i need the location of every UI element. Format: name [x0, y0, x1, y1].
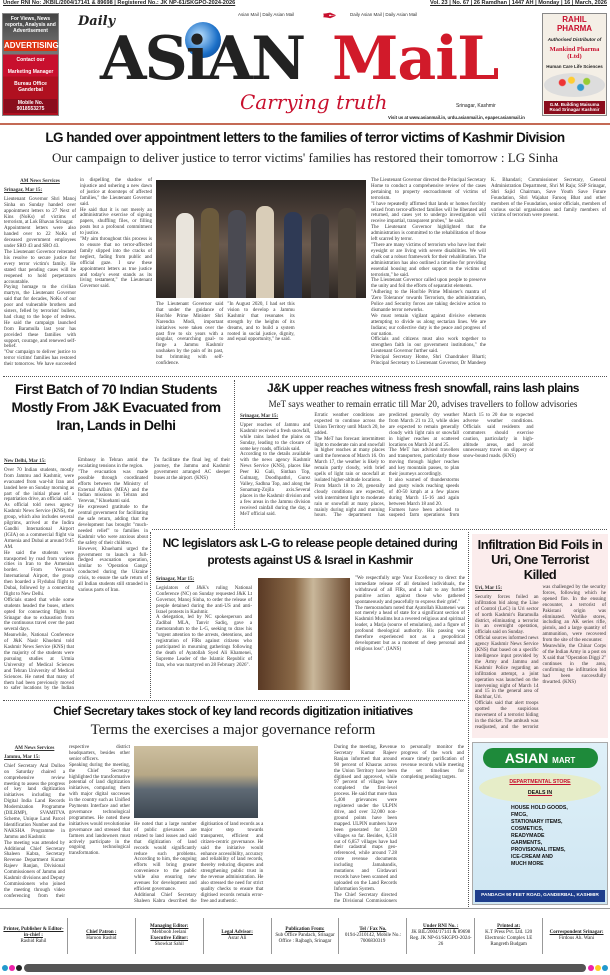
paragraph: The Chief Secretary directed the Divisional Commissioners to personally monitor the progress of the work and ensure timely purification of revenue records while meeting the set timelines for completing pending targets.: [334, 745, 464, 904]
cs-under-photo-text: [134, 822, 330, 906]
decor-dot: [588, 965, 594, 971]
logo-mail: MaiL: [332, 24, 499, 94]
divider: [3, 376, 607, 377]
lead-columns-left: [4, 178, 152, 372]
paragraph: Officials said that alert troops spotted the suspicious movement of a terrorist hiding in the thicket. The ambush was readjusted, and the terrorist was challenged by the security forces, following which he opened fire. In the ensuing encounter, a terrorist of Pakistani origin was eliminated. Warlike stores, including an AK series rifle, pistols, and a large quantity of ammunition, were recovered from the site of the encounter.: [475, 585, 606, 730]
location: Srinagar, Kashmir: [456, 103, 496, 109]
ad-title: RAHIL PHARMA: [556, 15, 593, 33]
issue-info: Vol. 23 | No. 67 | 26 Ramdhan | 1447 AH | Monday | 16 | March, 2026: [430, 0, 607, 6]
paragraph: He expressed gratitude to the central government for facilitating the safe return, adding that the development has brought "much-needed relief" to families in Kashmir who were anxious about the safety of their children.: [78, 505, 148, 546]
agency: AM News Services: [14, 746, 55, 751]
decor-dot: [9, 965, 15, 971]
footer-divider: [0, 908, 610, 909]
asian-mart-ad: [472, 742, 608, 905]
paragraph: The MeT has advised travellers and transporters, particularly those moving through higher reaches and key mountain passes, to plan their journeys accordingly.: [388, 448, 460, 478]
footer-publication: Publication From: Sub Office Pandach, Srinagar Office : Rajbagh, Srinagar: [272, 918, 340, 954]
deal-item: READYMADE: [511, 833, 545, 839]
paragraph: The Lieutenant Governor said that under the guidance of Hon'ble Prime Minister Shri Narendra Modi, important initiatives were taken over the past five to six years with a singular, overarching goal- to forge a Jammu Kashmir unshaken by the pain of its past, but brimming with self-confidence.: [156, 302, 224, 367]
snow-body: [240, 413, 608, 525]
paragraph: Legislators of J&K's ruling National Conference (NC) on Sunday requested J&K Lt Governor, Manoj Sinha, to order the release of people detained during the anti-US and anti-Israel protests in Kashmir.: [156, 585, 252, 615]
paragraph: Upper reaches of Jammu and Kashmir received a fresh snowfall, while rains lashed the plains on Sunday, leading to the closure of some key roads, officials said.: [240, 422, 311, 452]
footer-legal-advisor: Legal Advisor: Asrar Ali: [204, 918, 272, 954]
paragraph: "In August 2020, I had set this vision to develop a Jammu Kashmir that resonates its strength by the heights of its dreams, and to build a system rooted in social justice, dignity, and equal opportunity," he said.: [227, 302, 295, 343]
paragraph: Chief Secretary Atal Dulloo on Saturday chaired a comprehensive review meeting to assess the progress of key land digitization initiatives including the Digital India Land Records Modernization Programme (DILRMP), SVAMITVA Scheme, Unique Land Parcel Identification Number and the NAKSHA Programme in Jammu and Kashmir.: [4, 763, 65, 840]
footer-editors: Managing Editor: Mehboob Jeelani Executive Editor: Showkat Sahil: [136, 918, 204, 954]
dateline: Uri, Mar 15:: [475, 586, 502, 591]
paragraph: "We respectfully urge Your Excellency to direct the immediate release of all detained individuals, the withdrawal of all FIRs, and a halt to any further punitive action against those who gathered spontaneously and peacefully to express their grief.": [355, 576, 465, 605]
paragraph: Appointment letters were also handed over to 22 NoKs of deceased government employees under SRO 43 and SRO 43.: [4, 226, 76, 250]
paragraph: As official told news agency Kashmir News Service (KNS), the group, which also includes several pilgrims, arrived at the Indira Gandhi International Airport (IGIA) on a commercial flight via Armenia and Dubai at around 9:45 AM.: [4, 503, 74, 550]
decor-dot: [595, 965, 601, 971]
dateline: Srinagar, Mar 15:: [4, 187, 43, 193]
paragraph: During the meeting, Revenue Secretary Kumar Rajeev Ranjan informed that around 98 percent of Khasras across the Union Territory have been digitised and approved, while 97 percent of villages have completed the first-level process. He said that more than 5,400 grievances were registered under the ULPIN drive, and over 32,000 non-ground points have been mapped. ULPIN numbers have been generated for 3,320 villages so far. Besides, 6,518 out of 6,857 villages have had their cadastral maps geo-referenced, while around 7.28 crore revenue documents including Jamabandis, mutations and Girdawari records have been scanned and uploaded on the Land Records Information System.: [334, 745, 397, 892]
paragraph: Principal Secretary Home, Shri Chandraker Bharti; Principal Secretary to Lieutenant Governor, Dr Mandeep K. Bhandari; Commissioner Secretary, General Administration Department, Shri M Raju; SSP Srinagar, Shri Sajid Chairman, Save Youth Save Future Foundation, Shri Wajahat Farooq Bhat and other members of the Foundation, senior officials, members of various social organisations and family members of victims of terrorism were present.: [371, 178, 606, 367]
logo-daily: Daily: [78, 14, 116, 29]
paragraph: A delegation, led by NC spokesperson and Zadibal MLA, Tanvir Sadiq, gave a memorandum to the L-G, seeking to draw his "urgent attention to the arrests, detentions, and registration of FIRs against citizens who participated in mourning gatherings following the death of Ayatollah Syed Ali Khamenei, Supreme Leader of the Islamic Republic of Iran, who was martyred on 28 February 2026".: [156, 615, 252, 668]
article-text: [240, 413, 534, 525]
deals-list: [473, 805, 607, 868]
divider: [3, 700, 465, 701]
article-text: [4, 745, 130, 905]
cs-headline[interactable]: Chief Secretary takes stock of key land records digitization initiatives: [53, 704, 413, 718]
divider: [234, 380, 235, 528]
tagline: Carrying truth: [240, 90, 388, 114]
paragraph: Security forces foiled an infiltration bid along the Line of Control (LoC) in Uri sector of north Kashmir's Baramulla district, eliminating a terrorist in an overnight operation, officials said on Sunday.: [475, 594, 539, 636]
deal-item: MUCH MORE: [511, 861, 544, 867]
paragraph: Erratic weather conditions are expected to continue across the Union Territory until March 20, he added.: [314, 413, 385, 436]
divider: [152, 529, 607, 530]
uri-body: [475, 585, 606, 736]
lg-handing-letters-photo: [156, 180, 366, 298]
cs-meeting-photo: [134, 746, 258, 818]
deal-item: HOUSE HOLD GOODS,: [511, 805, 568, 811]
registration-line: [3, 0, 607, 9]
paragraph: The meeting was attended by Additional Chief Secretary Shaleen Kabra, Secretary Revenue Department Kumar Rajeev Ranjan, Divisional Commissioners of Jammu and Kashmir divisions and Deputy Commissioners who joined the meeting through video conferencing from their respective district headquarters, besides other senior officers.: [4, 745, 130, 899]
paragraph: Additional Chief Secretary Shaleen Kabra described the digitisation of land records as a major step towards transparent, efficient and citizen-centric governance. He said the initiative would enhance accessibility, accuracy and reliability of land records, thereby reducing disputes and strengthening public trust in the revenue administration. He also stressed the need for strict quality checks to ensure that digitised records remain error-free and authentic.: [134, 822, 264, 904]
paragraph: From March 18 to 20, generally cloudy conditions are expected, with intermittent light to moderate rain or snowfall at many places, mainly during night and morning hours. The department has predicted generally dry weather from March 21 to 23, while skies are expected to remain generally cloudy with light rain or snowfall in higher reaches at scattered locations on March 24 and 25.: [314, 413, 460, 519]
article-text: [156, 302, 295, 372]
paragraph: "Our campaign to deliver justice to terror victims' families has restored their tomorrow. We have succeeded in dispelling the shadow of injustice and ushering a new dawn of justice at doorsteps of affected families," the Lieutenant Governor said.: [4, 178, 152, 368]
pen-nib-icon: ✒: [322, 6, 338, 26]
dateline: Srinagar, Mar 15:: [240, 414, 279, 419]
dateline: Srinagar, Mar 15:: [156, 577, 195, 582]
lead-columns-right: [371, 178, 606, 372]
ad-text: Bureau Office Ganderbal: [14, 81, 47, 93]
nc-headline[interactable]: NC legislators ask L-G to release people detained during protests against US & Israel in Kashmir: [162, 536, 458, 567]
students-body: [4, 458, 148, 696]
advertising-ad: [2, 13, 59, 116]
paragraph: Meanwhile, National Conference of J&K Nasir Khuehmi told Kashmir News Service (KNS) that the majority of the students were pursuing studies at Urmia University of Medical Sciences and Tehran University of Medical Sciences. He noted that many of them had been previously moved to safer locations by the Indian Embassy in Tehran amid the escalating tensions in the region.: [4, 458, 148, 692]
social-handles-right: Daily Asian Mail | Daily Asian Mail: [350, 12, 418, 17]
paragraph: Meanwhile, the Chinar Corps of the Indian Army in a post on X said that "Operation Diggi 2" continues in the area, confirming the infiltration bid had been successfully thwarted. (KNS): [542, 644, 606, 685]
article-text: [134, 822, 263, 906]
cs-columns-right: [334, 745, 464, 905]
paragraph: He said the students were transported by road from various cities in Iran to the Armenian border. From Yerevan's International Airport, the group then boarded a Flydubai flight to Dubai, followed by a connecting flight to New Delhi.: [4, 550, 74, 597]
footer-publisher: Printer, Publisher & Editor-in-chief : Rashid Rahil: [0, 918, 68, 954]
paragraph: "There are many victims of terrorism who have lost their eyesight or are living with severe disabilities. We will chalk out a robust framework for their rehabilitation. The administration has also outlined a timeline for providing essential housing and other support to the victims of terrorism," he said.: [371, 242, 486, 278]
article-text: [156, 586, 252, 669]
article-text: [154, 458, 230, 482]
paragraph: It also warned of thunderstorms and gusty winds reaching speeds of 40-50 kmph at a few places during March 15-16 and again between March 18 and 20.: [388, 477, 460, 507]
deal-item: ICE-CREAM AND: [511, 854, 553, 860]
website-line: Visit us at www.asianmail.in, urdu.asianmail.in, epaper.asianmail.in: [388, 115, 525, 120]
paragraph: Paying homage to the civilian martyrs, the Lieutenant Governor said that for decades, NoKs of our poor and vulnerable brothers and sisters, felled by terrorists' bullets, had clung to the hope of redress. He said the campaign launched from Baramulla last year has provided these families with support, courage, and renewed self-belief.: [4, 285, 76, 350]
ad-text: Human Care Life Sciences: [546, 63, 603, 69]
store-address: PANDACH 90 FEET ROAD, GANDERBAL, KASHMIR: [475, 890, 605, 902]
paragraph: The memorandum noted that Ayatollah Khamenei was not merely a head of state for a significant section of Kashmiri Muslims but a revered religious and spiritual leader, a Marja (source of emulation), and a figure of profound theological authority. His passing was therefore experienced not as a geopolitical development but as a moment of deep personal and religious loss". (IANS): [355, 605, 465, 652]
asian-mart-logo: ASIAN MART: [483, 748, 598, 768]
deal-item: PROVISIONAL ITEMS,: [511, 847, 566, 853]
decor-dot: [602, 965, 608, 971]
pharma-ad: [542, 13, 607, 116]
footer-correspondent: Correspondent Srinagar: Firdous Ah. Wani: [549, 930, 604, 941]
paragraph: The Lieutenant Governor directed the Principal Secretary Home to conduct a comprehensive review of the cases pertaining to property encroachment of victims of terrorism.: [371, 178, 486, 201]
pills-image: [544, 73, 605, 97]
nc-column-3: [355, 576, 465, 694]
ad-title: ADVERTISING: [4, 41, 59, 50]
uri-headline[interactable]: Infiltration Bid Foils in Uri, One Terrorist Killed: [477, 537, 603, 582]
snow-headline[interactable]: J&K upper reaches witness fresh snowfall, rains lash plains: [267, 381, 579, 395]
lead-subhead: Our campaign to deliver justice to terror victims' families has restored their tomorrow : LG Sinha: [52, 150, 558, 165]
store-type: DEPARTMENTAL STORE DEALS IN: [479, 773, 601, 803]
nc-column-1: [156, 576, 252, 694]
decor-dot: [2, 965, 8, 971]
dateline: Jammu, Mar 15:: [4, 754, 40, 760]
social-handles-left: Asian Mail | Daily Asian Mail: [238, 12, 295, 17]
lead-under-photo-text: [156, 302, 366, 372]
paragraph: "I have repeatedly affirmed that lands or homes forcibly seized from terror-affected families will be liberated and returned, and cases yet to undergo investigation will receive impartial, transparent probes," he said.: [371, 201, 486, 225]
article-text: [334, 745, 464, 905]
ad-text: Marketing Manager: [7, 69, 54, 75]
paragraph: To facilitate the final leg of their journey, the Jammu and Kashmir government arranged AC sleeper buses at the airport. (KNS): [154, 458, 230, 481]
footer-bar: [24, 964, 586, 972]
paragraph: Over 70 Indian students, mostly from Jammu and Kashmir, were evacuated from war-hit Iran and landed here on Sunday morning as part of the initial phase of a repatriation drive, an official said.: [4, 467, 74, 503]
paragraph: He noted that a large number of public grievances are related to land issues and said that digitization of land records would significantly reduce such problems. According to him, the ongoing efforts will bring greater convenience to the public while also ensuring new avenues for development and efficient governance.: [134, 822, 197, 892]
ad-text: Authorised Distributor of: [547, 36, 602, 42]
deal-item: FMCG,: [511, 812, 528, 818]
paragraph: According to the details available with the news agency Kashmir News Service (KNS), places like Peer Ki Gali, Sinthan Top, Gulmarg, Doodhpathri, Gurez Valley, Sadhna Top, and along the Sonamarg-Zojila axis.Several places in the Kashmir division and a few areas in the Jammu division received rainfall during the day, a MeT official said.: [240, 452, 311, 517]
footer-printed-at: Printed at: K.T Press Pvt. Ltd. 120 Electronic Complex I.E Rangreth Budgam: [475, 918, 543, 954]
article-text: [355, 576, 465, 653]
students-body-end: [154, 458, 230, 526]
article-text: [4, 178, 152, 372]
paragraph: We must remain vigilant against divisive elements attempting to divide us along sectarian lines. We are Indians; our collective duty is the peace and progress of our nation.: [371, 313, 486, 337]
article-text: [4, 458, 148, 696]
deal-item: STATIONARY ITEMS,: [511, 819, 563, 825]
imprint-footer: [0, 910, 610, 962]
paragraph: Officials and citizens must also work together to strengthen faith in our government institutions," the Lieutenant Governor further said.: [371, 337, 486, 355]
logo-asian: ASiAN: [100, 24, 305, 94]
cs-subhead: Terms the exercises a major governance reform: [90, 722, 376, 738]
deal-item: COSMETICS,: [511, 826, 544, 832]
footer-chief-patron: Chief Patron : Haroon Rashid: [68, 918, 136, 954]
paragraph: Lieutenant Governor Shri Manoj Sinha on Sunday handed over appointment letters to 27 Next of Kins (NoKs) of victims of terrorism, at Lok Bhavan Srinagar.: [4, 196, 76, 226]
footer-phone: Tel / Fax No. 0194-2310142, Mobile No.: 7006830319: [339, 918, 407, 954]
cs-columns-left: [4, 745, 130, 905]
ad-text: Contact our: [16, 57, 45, 63]
nc-delegation-photo: [258, 578, 350, 690]
paragraph: Speaking during the meeting, the Chief Secretary highlighted the transformative potential of land digitization initiatives, comparing them with major digital successes in the country such as Unified Payments Interface and other governance technological programmes. He noted these initiatives would revolutionise governance and stressed that farmers and landowners must actively participate in the ongoing technological transformation.: [69, 762, 130, 857]
ad-address: G.M. Building Maisuma Road Srinagar Kashmir: [544, 101, 605, 114]
registration-info: Under RNI No: JKBIL/2004/17141 & 89698 | Registered No.: JK NP-61/SKGPO-2024-2026: [3, 0, 236, 6]
paragraph: However, Khuehami urged the government to launch a full-fledged evacuation operation, similar to 'Operation Ganga' conducted during the Ukraine crisis, to ensure the safe return of all Indian students still stranded in various parts of Iran.: [78, 546, 148, 593]
divider: [150, 532, 151, 698]
paragraph: The Lieutenant Governor highlighted that the administration is committed to the rehabilitation of those left scarred by terror.: [371, 225, 486, 243]
paragraph: The Lieutenant Governor called upon people to preserve the unity and foil the efforts of separatist elements.: [371, 278, 486, 290]
paragraph: "The evacuation was made possible through coordinated efforts between the Ministry of External Affairs (MEA) and the Indian missions in Tehran and Yerevan," Khuehami said.: [78, 469, 148, 505]
ad-text: Mankind Pharma (Ltd): [549, 46, 600, 61]
snow-subhead: MeT says weather to remain erratic till Mar 20, advises travellers to follow advisories: [268, 399, 578, 409]
paragraph: Officials stated that while some students headed the buses, others opted for connecting flights to Srinagar due to exhaustion from the continuous travel over the past several days.: [4, 597, 74, 633]
students-headline[interactable]: First Batch of 70 Indian Students Mostly From J&K Evacuated from Iran, Lands in Delhi: [11, 381, 221, 433]
paragraph: Farmers have been advised to suspend farm operations from March 15 to 20 due to expected adverse weather conditions. Officials said residents and commuters should exercise caution, particularly in high-altitude areas, and avoid unnecessary travel on slippery or snow-bound roads. (KNS): [388, 413, 534, 519]
paragraph: The Lieutenant Governor reiterated his resolve to secure justice for every terror victim's family. He stated that pending cases will be reopened to hold perpetrators accountable.: [4, 249, 76, 285]
paragraph: "Adhering to the Hon'ble Prime Minister's mantra of 'Zero Tolerance' towards Terrorism, the administration, Police and Security forces are taking decisive action to dismantle terror networks.: [371, 290, 486, 313]
paragraph: Official sources informed news agency Kashmir News Service (KNS) that based on a specific intelligence input provided by the Army and Jammu and Kashmir Police regarding an infiltration attempt, a joint operation was launched on the intervening night of March 14 and 15 in the general area of Bachhar, Uri.: [475, 636, 539, 701]
paragraph: "My aim throughout this process is to ensure that no terror-affected family slipped into the cracks of neglect, fading from public and official gaze. I saw these appointment letters as true justice and today's event stands as its living testament," the Lieutenant Governor said.: [80, 237, 152, 290]
deal-item: GARMENTS,: [511, 840, 543, 846]
decor-dot: [16, 965, 22, 971]
agency: AM News Services: [20, 179, 60, 184]
article-text: [371, 178, 606, 372]
ad-phone: Mobile No. 9018553275: [4, 99, 57, 113]
paragraph: The MeT has forecast intermittent light to moderate rain and snowfall in higher reaches at many places until the forenoon of March 16. On March 17, the weather is likely to remain partly cloudy, with brief spells of light rain or snowfall at isolated higher-altitude locations.: [314, 436, 385, 483]
dateline: New Delhi, Mar 15:: [4, 459, 46, 464]
ad-text: For Views, News reports, Analysis and Advertisement: [5, 16, 56, 34]
article-text: [475, 585, 606, 736]
masthead-divider: [0, 123, 610, 125]
divider: [468, 532, 469, 907]
paragraph: He said that it is not merely an administrative exercise of signing papers, shuffling files, or filling posts but a profound commitment to justice.: [80, 207, 152, 237]
footer-rni: Under RNI No. : JK BIL/2004/17141 & 89698 Reg. JK NP-61/SKGPO-2024-26: [407, 918, 475, 954]
lead-headline[interactable]: LG handed over appointment letters to the families of terror victims of Kashmir Division: [45, 130, 565, 145]
